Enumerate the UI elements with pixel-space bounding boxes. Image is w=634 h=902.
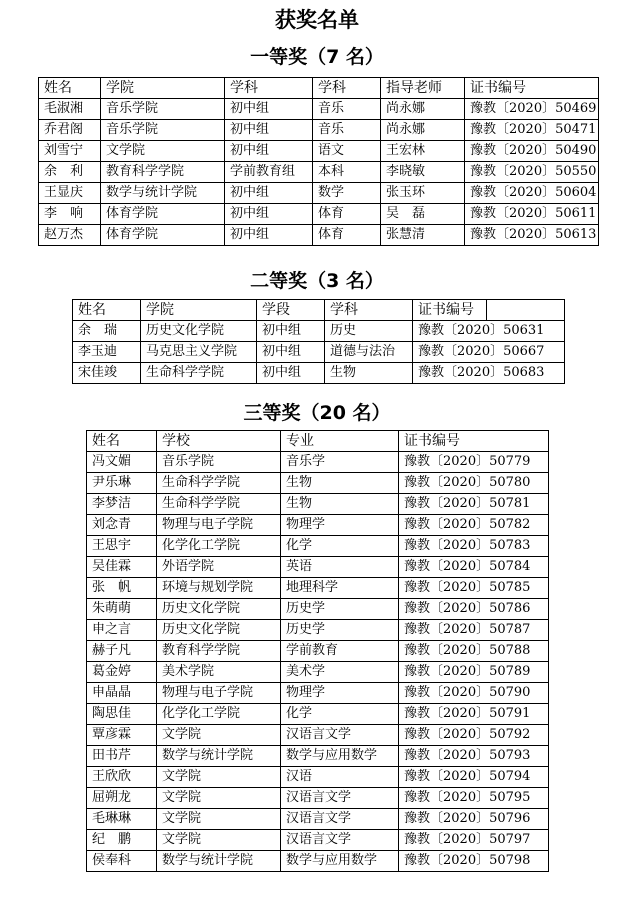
table-cell: 豫教〔2020〕50783 — [399, 536, 549, 557]
table-row — [87, 704, 549, 725]
table-cell: 豫教〔2020〕50797 — [399, 830, 549, 851]
table-row — [87, 767, 549, 788]
table-cell: 体育学院 — [101, 204, 225, 225]
table-cell: 朱萌萌 — [87, 599, 157, 620]
table-cell: 文学院 — [157, 767, 281, 788]
table-header-row — [87, 431, 549, 452]
table-cell: 李晓敏 — [381, 162, 465, 183]
table-row — [87, 725, 549, 746]
second-prize-table — [72, 299, 565, 384]
table-row — [73, 342, 565, 363]
table-cell: 初中组 — [225, 141, 313, 162]
table-cell: 音乐学院 — [101, 120, 225, 141]
table-cell: 陶思佳 — [87, 704, 157, 725]
table-row — [87, 788, 549, 809]
table-row — [87, 578, 549, 599]
table-cell: 尚永娜 — [381, 120, 465, 141]
table-cell: 音乐学院 — [157, 452, 281, 473]
table-cell: 音乐学 — [281, 452, 399, 473]
table-row — [87, 641, 549, 662]
table-cell: 初中组 — [257, 342, 325, 363]
table-cell: 豫教〔2020〕50782 — [399, 515, 549, 536]
table-cell: 豫教〔2020〕50683 — [413, 363, 565, 384]
table-header-row — [73, 300, 565, 321]
table-cell: 刘雪宁 — [39, 141, 101, 162]
table-cell: 王显庆 — [39, 183, 101, 204]
table-cell: 豫教〔2020〕50780 — [399, 473, 549, 494]
table-cell: 物理与电子学院 — [157, 515, 281, 536]
table-cell: 王宏林 — [381, 141, 465, 162]
table-cell: 豫教〔2020〕50787 — [399, 620, 549, 641]
column-header: 学校 — [157, 431, 281, 452]
table-cell: 豫教〔2020〕50795 — [399, 788, 549, 809]
table-cell: 李 响 — [39, 204, 101, 225]
table-cell: 毛淑湘 — [39, 99, 101, 120]
table-cell: 数学 — [313, 183, 381, 204]
table-cell: 初中组 — [257, 363, 325, 384]
table-cell: 数学与应用数学 — [281, 746, 399, 767]
table-row — [87, 809, 549, 830]
column-header: 姓名 — [73, 300, 141, 321]
table-cell: 宋佳竣 — [73, 363, 141, 384]
table-cell: 历史文化学院 — [157, 599, 281, 620]
column-header: 学院 — [101, 78, 225, 99]
table-cell: 外语学院 — [157, 557, 281, 578]
table-row — [39, 141, 599, 162]
table-cell: 美术学 — [281, 662, 399, 683]
table-cell: 生命科学学院 — [141, 363, 257, 384]
table-cell: 豫教〔2020〕50631 — [413, 321, 565, 342]
table-cell: 豫教〔2020〕50781 — [399, 494, 549, 515]
table-cell: 文学院 — [101, 141, 225, 162]
table-cell: 教育科学学院 — [101, 162, 225, 183]
table-cell: 尹乐琳 — [87, 473, 157, 494]
table-cell: 田书芹 — [87, 746, 157, 767]
table-row — [87, 515, 549, 536]
table-cell: 数学与统计学院 — [101, 183, 225, 204]
table-cell: 化学 — [281, 704, 399, 725]
table-cell: 豫教〔2020〕50490 — [465, 141, 599, 162]
table-cell: 赫子凡 — [87, 641, 157, 662]
table-cell: 生物 — [281, 494, 399, 515]
table-cell: 刘念青 — [87, 515, 157, 536]
table-row — [87, 473, 549, 494]
table-cell: 豫教〔2020〕50785 — [399, 578, 549, 599]
table-cell: 生命科学学院 — [157, 473, 281, 494]
table-row — [73, 363, 565, 384]
table-cell: 物理与电子学院 — [157, 683, 281, 704]
table-cell: 语文 — [313, 141, 381, 162]
table-cell: 申之言 — [87, 620, 157, 641]
table-cell: 尚永娜 — [381, 99, 465, 120]
column-header: 学科 — [313, 78, 381, 99]
table-row — [39, 99, 599, 120]
table-cell: 余 利 — [39, 162, 101, 183]
first-prize-table — [38, 77, 599, 246]
table-cell: 豫教〔2020〕50793 — [399, 746, 549, 767]
table-cell: 初中组 — [225, 120, 313, 141]
table-cell: 豫教〔2020〕50790 — [399, 683, 549, 704]
table-cell: 音乐 — [313, 120, 381, 141]
table-cell: 化学化工学院 — [157, 704, 281, 725]
table-cell: 文学院 — [157, 725, 281, 746]
table-cell: 汉语言文学 — [281, 725, 399, 746]
column-header: 学段 — [257, 300, 325, 321]
table-cell: 初中组 — [225, 99, 313, 120]
table-row — [87, 452, 549, 473]
column-header — [487, 300, 565, 321]
column-header: 证书编号 — [413, 300, 487, 321]
table-cell: 豫教〔2020〕50469 — [465, 99, 599, 120]
table-cell: 生物 — [325, 363, 413, 384]
table-cell: 屈朔龙 — [87, 788, 157, 809]
table-cell: 化学化工学院 — [157, 536, 281, 557]
table-cell: 吴 磊 — [381, 204, 465, 225]
table-cell: 豫教〔2020〕50789 — [399, 662, 549, 683]
table-cell: 吴佳霖 — [87, 557, 157, 578]
table-cell: 音乐学院 — [101, 99, 225, 120]
table-row — [87, 830, 549, 851]
table-cell: 英语 — [281, 557, 399, 578]
table-cell: 王欣欣 — [87, 767, 157, 788]
table-cell: 汉语言文学 — [281, 809, 399, 830]
table-cell: 物理学 — [281, 515, 399, 536]
table-cell: 王思宇 — [87, 536, 157, 557]
table-cell: 葛金婷 — [87, 662, 157, 683]
table-cell: 历史学 — [281, 599, 399, 620]
table-cell: 豫教〔2020〕50667 — [413, 342, 565, 363]
table-cell: 张慧清 — [381, 225, 465, 246]
table-cell: 生物 — [281, 473, 399, 494]
table-row — [39, 162, 599, 183]
table-cell: 历史学 — [281, 620, 399, 641]
table-cell: 申晶晶 — [87, 683, 157, 704]
table-cell: 地理科学 — [281, 578, 399, 599]
table-cell: 李梦洁 — [87, 494, 157, 515]
table-cell: 冯文媚 — [87, 452, 157, 473]
table-cell: 历史文化学院 — [157, 620, 281, 641]
page-title: 获奖名单 — [275, 8, 359, 32]
table-cell: 豫教〔2020〕50779 — [399, 452, 549, 473]
table-row — [87, 662, 549, 683]
column-header: 指导老师 — [381, 78, 465, 99]
table-row — [39, 183, 599, 204]
table-cell: 豫教〔2020〕50786 — [399, 599, 549, 620]
table-cell: 学前教育组 — [225, 162, 313, 183]
table-cell: 马克思主义学院 — [141, 342, 257, 363]
table-cell: 初中组 — [225, 225, 313, 246]
table-cell: 初中组 — [225, 204, 313, 225]
table-row — [87, 599, 549, 620]
table-cell: 初中组 — [257, 321, 325, 342]
table-cell: 汉语言文学 — [281, 788, 399, 809]
column-header: 学科 — [225, 78, 313, 99]
table-cell: 张 帆 — [87, 578, 157, 599]
table-row — [87, 494, 549, 515]
table-cell: 侯奉科 — [87, 851, 157, 872]
table-cell: 历史文化学院 — [141, 321, 257, 342]
table-row — [73, 321, 565, 342]
table-cell: 化学 — [281, 536, 399, 557]
first-prize-heading: 一等奖（7 名） — [250, 46, 384, 68]
table-cell: 赵万杰 — [39, 225, 101, 246]
table-cell: 豫教〔2020〕50798 — [399, 851, 549, 872]
table-cell: 覃彦霖 — [87, 725, 157, 746]
column-header: 证书编号 — [465, 78, 599, 99]
table-cell: 历史 — [325, 321, 413, 342]
table-row — [87, 536, 549, 557]
table-cell: 豫教〔2020〕50611 — [465, 204, 599, 225]
table-cell: 汉语言文学 — [281, 830, 399, 851]
second-prize-heading: 二等奖（3 名） — [250, 270, 384, 292]
column-header: 学科 — [325, 300, 413, 321]
table-cell: 本科 — [313, 162, 381, 183]
column-header: 专业 — [281, 431, 399, 452]
table-cell: 乔君阁 — [39, 120, 101, 141]
table-cell: 李玉迪 — [73, 342, 141, 363]
table-cell: 豫教〔2020〕50471 — [465, 120, 599, 141]
column-header: 学院 — [141, 300, 257, 321]
table-cell: 豫教〔2020〕50604 — [465, 183, 599, 204]
table-cell: 文学院 — [157, 809, 281, 830]
table-row — [39, 204, 599, 225]
table-cell: 道德与法治 — [325, 342, 413, 363]
table-cell: 豫教〔2020〕50794 — [399, 767, 549, 788]
table-header-row — [39, 78, 599, 99]
table-cell: 纪 鹏 — [87, 830, 157, 851]
table-cell: 生命科学学院 — [157, 494, 281, 515]
table-cell: 体育 — [313, 204, 381, 225]
column-header: 姓名 — [87, 431, 157, 452]
table-row — [87, 557, 549, 578]
table-cell: 文学院 — [157, 830, 281, 851]
table-cell: 豫教〔2020〕50613 — [465, 225, 599, 246]
table-cell: 物理学 — [281, 683, 399, 704]
column-header: 证书编号 — [399, 431, 549, 452]
third-prize-heading: 三等奖（20 名） — [243, 402, 391, 424]
table-cell: 初中组 — [225, 183, 313, 204]
table-cell: 数学与统计学院 — [157, 746, 281, 767]
table-cell: 美术学院 — [157, 662, 281, 683]
third-prize-table — [86, 430, 549, 872]
table-cell: 文学院 — [157, 788, 281, 809]
table-cell: 豫教〔2020〕50784 — [399, 557, 549, 578]
table-cell: 教育科学学院 — [157, 641, 281, 662]
column-header: 姓名 — [39, 78, 101, 99]
table-cell: 余 瑞 — [73, 321, 141, 342]
table-cell: 豫教〔2020〕50550 — [465, 162, 599, 183]
table-cell: 音乐 — [313, 99, 381, 120]
table-cell: 学前教育 — [281, 641, 399, 662]
table-row — [87, 851, 549, 872]
table-cell: 体育学院 — [101, 225, 225, 246]
table-cell: 数学与统计学院 — [157, 851, 281, 872]
table-cell: 数学与应用数学 — [281, 851, 399, 872]
table-row — [39, 120, 599, 141]
table-cell: 环境与规划学院 — [157, 578, 281, 599]
table-cell: 体育 — [313, 225, 381, 246]
table-cell: 豫教〔2020〕50788 — [399, 641, 549, 662]
table-row — [39, 225, 599, 246]
table-row — [87, 746, 549, 767]
table-cell: 张玉环 — [381, 183, 465, 204]
table-cell: 豫教〔2020〕50791 — [399, 704, 549, 725]
table-row — [87, 683, 549, 704]
table-cell: 豫教〔2020〕50792 — [399, 725, 549, 746]
table-row — [87, 620, 549, 641]
table-cell: 毛琳琳 — [87, 809, 157, 830]
table-cell: 汉语 — [281, 767, 399, 788]
table-cell: 豫教〔2020〕50796 — [399, 809, 549, 830]
